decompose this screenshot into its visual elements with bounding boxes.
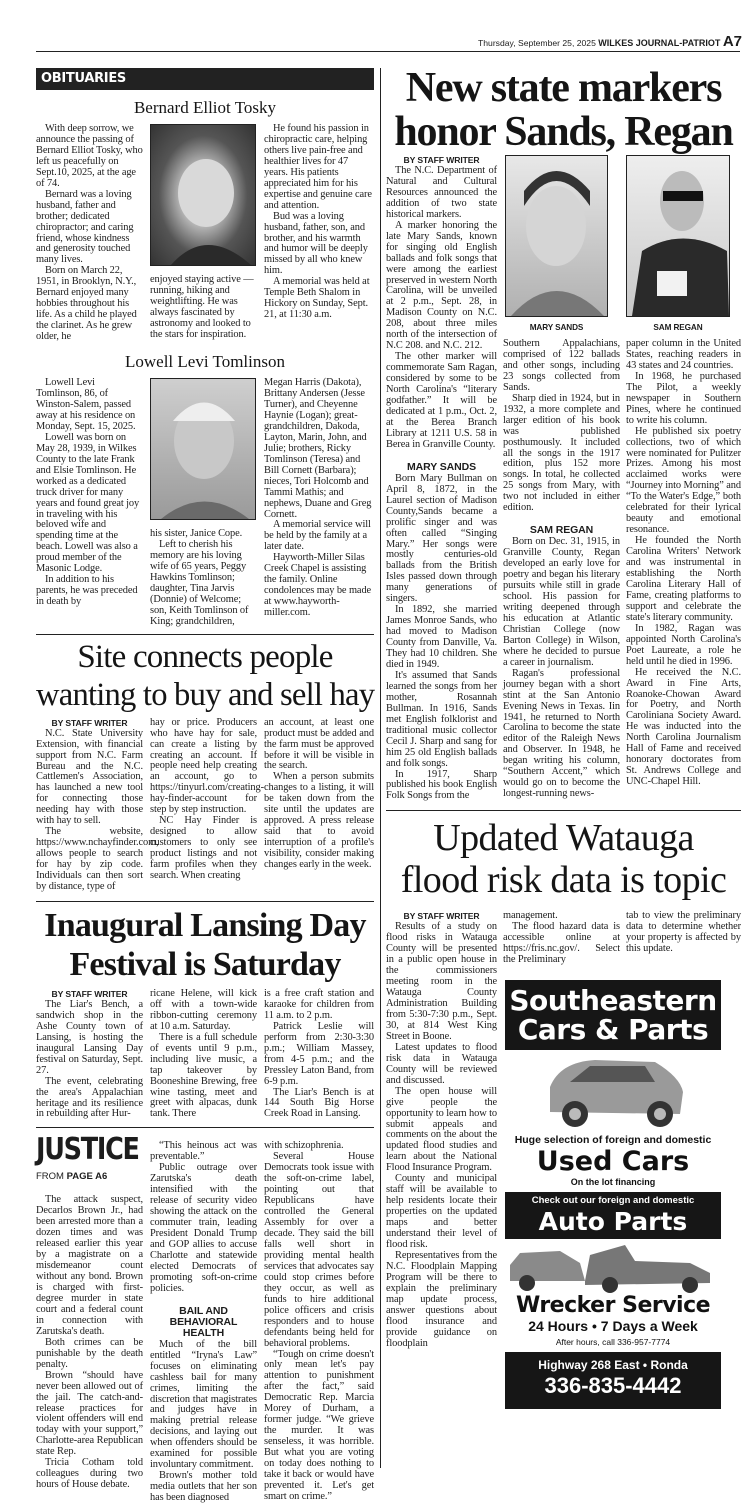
paragraph: Brown “should have never been allowed out of the jail. The catch-and-release practices for violent offenders will end today with your support,” Charlotte-area Republican state Rep. xyxy=(36,1369,143,1458)
header-rule xyxy=(36,51,740,52)
paragraph: an account, at least one product must be added and the farm must be approved before it will be visible in the search. xyxy=(264,716,374,772)
paragraph: management. xyxy=(503,910,558,922)
left-half xyxy=(36,68,374,1504)
ad-text: After hours, call 336-957-7774 xyxy=(555,1337,671,1348)
markers-col3 xyxy=(626,155,741,788)
paragraph: A memorial service will be held by the family at a later date. xyxy=(264,519,371,553)
paragraph: “Tough on crime doesn't only mean let's pay attention to punishment after the fact,” said Democratic Rep. Marcia Morey of Durham, a former judge. “We grieve the murder. It was senseless, it was horrible. But what you are voting on today does nothing to take it back or would have prevented it. Let's get smart on crime.” xyxy=(264,1348,374,1502)
headline-line xyxy=(36,638,374,676)
paragraph: Ragan's professional journey began with a short stint at the San Antonio Evening News in Texas. Iin 1941, he returned to North Carolina to become the state editor of the Raleigh News and Observer. In 1948, he began writing his column, “Southern Accent,” which would go on to become the longest-running news- xyxy=(503,667,620,800)
portrait-icon xyxy=(627,156,729,316)
paragraph: Hayworth-Miller Silas Creek Chapel is assisting the family. Online condolences may be made at www.hayworth-miller.com. xyxy=(264,552,372,619)
ad-text: Highway 268 East • Ronda xyxy=(538,1358,688,1373)
paragraph: tab to view the preliminary data to determine whether your property is affected by this update. xyxy=(626,910,741,955)
paragraph: his sister, Janice Cope. xyxy=(150,528,243,540)
ad-text: Used Cars xyxy=(536,1146,690,1178)
paragraph: The N.C. Department of Natural and Cultural Resources announced the addition of two state historical markers. xyxy=(386,165,497,220)
headline-text: honor Sands, Regan xyxy=(394,109,733,155)
obituary-photo-tomlinson xyxy=(150,378,256,520)
ad-text: Wrecker Service xyxy=(515,1293,711,1319)
obituary-tomlinson-col1 xyxy=(36,378,143,608)
photo-caption: SAM REGAN xyxy=(653,323,703,332)
markers-col2 xyxy=(503,155,620,800)
hay-col1-body xyxy=(36,727,159,893)
byline: BY STAFF WRITER xyxy=(51,988,128,999)
paragraph: Both crimes can be punishable by the death penalty. xyxy=(36,1336,143,1370)
headline-line xyxy=(386,66,741,110)
paragraph: Patrick Leslie will perform from 2:30-3:30 p.m.; William Massey, from 4-5 p.m.; and the Pressley Laton Band, from 6-9 p.m. xyxy=(264,1020,374,1087)
obituary-tosky-col1 xyxy=(36,124,143,343)
ad-parts-title xyxy=(505,1207,721,1237)
markers-col3-text xyxy=(626,339,741,788)
ad-cars-title xyxy=(505,1147,721,1177)
ad-text: Check out our foreign and domestic xyxy=(531,1195,695,1207)
lansing-body xyxy=(36,989,374,1120)
portrait-icon xyxy=(506,156,607,316)
ad-title-line xyxy=(505,984,721,1018)
hay-col2 xyxy=(150,716,264,882)
headline-text: Site connects people xyxy=(77,638,333,675)
page-number: A7 xyxy=(722,33,742,50)
paragraph: Born Mary Bullman on April 8, 1872, in the Laurel section of Madison County,Sands became a prolific singer and was often called “Singing Mary.” Her songs were mostly centuries-old ballads from the British Isles passed down through many generations of singers. xyxy=(386,472,497,605)
byline: BY STAFF WRITER xyxy=(51,717,128,728)
headline-line xyxy=(36,906,374,945)
headline-line xyxy=(386,817,741,859)
paragraph: Tricia Cotham told colleagues during two hours of House debate. xyxy=(36,1457,143,1491)
paragraph: Representatives from the N.C. Floodplain Mapping Program will be there to explain the preliminary map update process, answer questions about flood insurance and provide guidance on floodplain xyxy=(386,1249,497,1349)
byline: BY STAFF WRITER xyxy=(403,155,480,165)
justice-body xyxy=(36,1132,374,1504)
subhead: MARY SANDS xyxy=(406,460,476,473)
ad-phone-text[interactable]: 336-835-4442 xyxy=(544,1373,682,1399)
ad-wrecker-title xyxy=(505,1293,721,1318)
paragraph: NC Hay Finder is designed to allow customers to only see product listings and not farm profiles when they search. When creating xyxy=(150,815,257,881)
ad-title-text: Southeastern xyxy=(509,984,717,1018)
justice-col1 xyxy=(36,1195,143,1491)
paragraph: Born on Dec. 31, 1915, in Granville County, Regan developed an early love for poetry and began his literary pursuits while still in grade school. His passion for writing deepened through his education at Atlantic Christian College (now Barton College) in Wilson, where he decided to pursue a career in journalism. xyxy=(503,536,620,668)
obituary-name-text: Bernard Elliot Tosky xyxy=(133,98,277,117)
paragraph: The event, celebrating the area's Appalachian heritage and its resilience in rebuilding after Hur- xyxy=(36,1075,143,1120)
obituary-name-tomlinson xyxy=(36,351,374,373)
photo-sam-regan xyxy=(626,155,730,317)
paragraph: with schizophrenia. xyxy=(264,1140,344,1152)
paragraph: The flood hazard data is accessible online at https://fris.nc.gov/. Select the Preliminary xyxy=(503,921,620,966)
justice-col2 xyxy=(150,1141,257,1504)
paragraph: Much of the bill entitled “Iryna's Law” focuses on eliminating cashless bail for many crimes, limiting the discretion that magistrates and judges have in making pretrial release decisions, and laying out when offenders should be examined for possible involuntary commitment. xyxy=(150,1338,257,1471)
paragraph: Born on March 22, 1951, in Brooklyn, N.Y., Bernard enjoyed many hobbies throughout his life. As a child he played the clarinet. As he grew older, he xyxy=(36,265,137,343)
lansing-col2 xyxy=(150,989,257,1120)
paragraph: is a free craft station and karaoke for children from 11 a.m. to 2 p.m. xyxy=(264,987,374,1021)
paragraph: He found his passion in chiropractic care, helping others live pain-free and healthier lives for 47 years. His patients appreciated him for his expertise and genuine care and attention. xyxy=(264,123,372,211)
portrait-icon xyxy=(151,125,255,265)
ad-title-line xyxy=(505,1013,721,1047)
headline-line xyxy=(386,110,741,154)
paragraph: With deep sorrow, we announce the passing of Bernard Elliot Tosky, who left us peacefully on Sept.10, 2025, at the age of 74. xyxy=(36,123,143,189)
subhead: BAIL AND BEHAVIORAL HEALTH xyxy=(169,1304,238,1339)
paragraph: The open house will give people the opportunity to learn how to submit appeals and comments on the about the updated flood studies and learn about the National Flood Insurance Program. xyxy=(386,1085,498,1174)
watauga-col1-body xyxy=(386,922,497,1349)
markers-body xyxy=(386,155,741,802)
headline-line xyxy=(386,859,741,901)
paragraph: He received the N.C. Award in Fine Arts, Roanoke-Chowan Award for Poetry, and North Caroliniana Society Award. He was inducted into the North Carolina Journalism Hall of Fame and received honorary doctorates from St. Andrews College and UNC-Chapel Hill. xyxy=(626,666,741,788)
ad-used-cars-panel xyxy=(505,1050,721,1192)
paragraph: In addition to his parents, he was preceded in death by xyxy=(36,574,138,608)
ad-wrecker-hours xyxy=(505,1318,721,1335)
ad-text: Huge selection of foreign and domestic xyxy=(514,1134,712,1147)
paragraph: “This heinous act was preventable.” xyxy=(150,1140,257,1163)
tow-truck-icon xyxy=(505,1243,721,1293)
ad-phone-number[interactable] xyxy=(505,1373,721,1399)
watauga-col1 xyxy=(386,911,497,1349)
headline-text: flood risk data is topic xyxy=(400,859,727,902)
car-icon xyxy=(505,1052,721,1132)
ad-text: 24 Hours • 7 Days a Week xyxy=(528,1318,698,1335)
paragraph: The Liar's Bench is at 144 South Big Horse Creek Road in Lansing. xyxy=(264,1086,374,1120)
lansing-col1 xyxy=(36,989,143,1120)
paragraph: When a person submits changes to a listing, it will be taken down from the site until the updates are approved. A press release said that to avoid interruption of a profile's visibility, consider making changes early in the week. xyxy=(264,771,374,871)
headline-justice: JUSTICE xyxy=(36,1132,139,1168)
photo-mary-sands xyxy=(505,155,608,317)
hay-col3 xyxy=(264,718,374,871)
ad-after-hours xyxy=(505,1337,721,1348)
advertisement-southeastern-cars[interactable] xyxy=(505,980,721,1409)
paragraph: Lowell Levi Tomlinson, 86, of Winston-Salem, passed away at his residence on Monday, Sept. 15, 2025. xyxy=(36,377,136,432)
subhead: SAM REGAN xyxy=(529,524,594,537)
paragraph: Several House Democrats took issue with the soft-on-crime label, pointing out that Republicans have controlled the General Assembly for over a decade. They said the bill falls well short in providing mental health services that advocates say could stop crimes before they occur, as well as funds to hire additional police officers and crisis responders and to house defendants being held for behavioral problems. xyxy=(264,1151,374,1349)
paragraph: hay or price. Producers who have hay for sale, can create a listing by creating an account. If people need help creating an account, go to https://tinyurl.com/creating-hay-finder-account for step by step instruction. xyxy=(150,716,264,816)
paragraph: Public outrage over Zarutska's death intensified with the release of security video showing the attack on the commuter train, leading President Donald Trump and GOP allies to accuse Charlotte and statewide elected Democrats of promoting soft-on-crime policies. xyxy=(150,1162,257,1294)
column-divider xyxy=(380,68,381,1468)
headline-text: Festival is Saturday xyxy=(69,945,341,983)
paragraph: Left to cherish his memory are his loving wife of 65 years, Peggy Hawkins Tomlinson; daughter, Tina Jarvis (Donnie) of Welcome; son, Keith Tomlinson of King; grandchildren, xyxy=(150,539,249,627)
byline: BY STAFF WRITER xyxy=(403,911,480,922)
justice-col3 xyxy=(264,1141,374,1502)
headline-line xyxy=(36,676,374,714)
section-label-obituaries: OBITUARIES xyxy=(36,68,374,90)
photo-caption: MARY SANDS xyxy=(529,323,584,332)
page-header xyxy=(380,33,742,50)
paragraph: County and municipal staff will be available to help residents locate their properties on the updated maps and better understand their level of flood risk. xyxy=(386,1173,497,1251)
paragraph: Brown's mother told media outlets that her son has been diagnosed xyxy=(150,1470,257,1504)
paragraph: The Liar's Bench, a sandwich shop in the Ashe County town of Lansing, is hosting the inaugural Lansing Day festival on Saturday, Sept. 27. xyxy=(36,998,143,1076)
obituary-photo-tosky xyxy=(150,124,256,266)
jump-prefix: FROM xyxy=(36,1171,64,1183)
paragraph: Bernard was a loving husband, father and brother; dedicated chiropractor; and caring friend, whose kindness and generosity touched many lives. xyxy=(36,188,134,266)
markers-col1-body xyxy=(386,166,497,802)
ad-text: On the lot financing xyxy=(570,1177,656,1188)
paragraph: enjoyed staying active — running, hiking and weightlifting. He was always fascinated by astronomy and looked to the stars for inspiration. xyxy=(150,274,254,340)
paragraph: Southern Appalachians, comprised of 122 ballads and other songs, including 23 songs collected from Sands. xyxy=(503,338,620,393)
paragraph: Lowell was born on May 28, 1939, in Wilkes County to the late Frank and Elsie Tomlinson. He worked as a dedicated truck driver for many years and found great joy in traveling with his beloved wife and spending time at the beach. Lowell was also a proud member of the Masonic Lodge. xyxy=(36,431,140,575)
paragraph: It's assumed that Sands learned the songs from her mother, Rosannah Bullman. In 1916, Sands met English folklorist and traditional music collector Cecil J. Sharp and sang for him 25 old English ballads and folk songs. xyxy=(386,669,497,769)
paragraph: The other marker will commemorate Sam Ragan, considered by some to be North Carolina's “literary godfather.” It will be dedicated at 1 p.m., Oct. 2, at the Berea Branch Library at 1211 U.S. 58 in Berea in Granville County. xyxy=(386,351,497,450)
headline-lansing xyxy=(36,906,374,984)
right-half xyxy=(386,66,741,1409)
hay-col1 xyxy=(36,717,159,893)
watauga-body xyxy=(386,911,741,1409)
headline-watauga xyxy=(386,817,741,901)
headline-hay xyxy=(36,638,374,714)
paragraph: A marker honoring the late Mary Sands, known for singing old English ballads and folk songs that were among the earliest preserved in western North Carolina, will be unveiled at 2 p.m., Sept. 28, in Madison County on N.C. 208, about three miles north of the intersection of N.C 208. and N.C. 212. xyxy=(386,219,497,352)
paragraph: Bud was a loving husband, father, son, and brother, and his warmth and humor will be deeply missed by all who knew him. xyxy=(264,210,368,277)
section-divider xyxy=(36,634,374,635)
headline-line xyxy=(36,945,374,984)
portrait-icon xyxy=(151,379,255,519)
ad-parts-intro xyxy=(505,1195,721,1207)
hay-body xyxy=(36,718,374,893)
headline-markers xyxy=(386,66,741,154)
jump-page-link[interactable]: PAGE A6 xyxy=(66,1171,108,1183)
paragraph: In 1892, she married James Monroe Sands, who had moved to Madison County from Danville, Va. They had 10 children. She died in 1949. xyxy=(386,604,497,670)
section-divider xyxy=(386,810,741,811)
ad-location xyxy=(505,1358,721,1373)
ad-cars-sub xyxy=(505,1177,721,1188)
section-divider xyxy=(36,1127,374,1128)
obituary-tomlinson-col2 xyxy=(150,378,257,628)
headline-text: New state markers xyxy=(405,65,722,111)
ad-title-text: Cars & Parts xyxy=(517,1013,709,1047)
obituary-tosky-body xyxy=(36,124,374,343)
paragraph: Megan Harris (Dakota), Brittany Andersen (Jesse Turner), and Cheyenne Haynie (Logan); great-grandchildren, Dakoda, Layton, Marin, John, and Julie; brothers, Ricky Tomlinson (Teresa) and Bill Cornett (Barbara); nieces, Tori Holcomb and Tammi Mathis; and nephews, Duane and Greg Cornett. xyxy=(264,377,372,520)
ad-wrecker-panel xyxy=(505,1239,721,1352)
justice-col1-wrap xyxy=(36,1132,143,1491)
headline-text: Updated Watauga xyxy=(433,817,694,860)
obituary-tosky-col2 xyxy=(150,124,257,341)
lansing-col1-body xyxy=(36,1000,143,1120)
headline-text: wanting to buy and sell hay xyxy=(35,676,375,713)
paragraph: ricane Helene, will kick off with a town-wide ribbon-cutting ceremony at 10 a.m. Saturday. xyxy=(150,987,257,1032)
obituary-name-tosky xyxy=(36,97,374,119)
markers-col1 xyxy=(386,155,497,802)
paragraph: In 1917, Sharp published his book English Folk Songs from the xyxy=(386,768,497,802)
paragraph: N.C. State University Extension, with financial support from N.C. Farm Bureau and the N.C. Cattlemen's Association, has launched a new tool for connecting those needing hay with those with hay to sell. xyxy=(36,727,143,827)
paragraph: There is a full schedule of events until 9 p.m., including live music, a tap takeover by Booneshine Brewing, free wine tasting, meet and greet with alpacas, dunk tank. There xyxy=(150,1031,257,1120)
paragraph: A memorial was held at Temple Beth Shalom in Hickory on Sunday, Sept. 21, at 11:30 a.m. xyxy=(264,276,370,321)
paragraph: In 1982, Ragan was appointed North Carolina's Poet Laureate, a role he held until he died in 1996. xyxy=(626,622,741,667)
obituary-tosky-col3 xyxy=(264,124,374,321)
watauga-col2 xyxy=(503,911,620,966)
lansing-col3 xyxy=(264,989,374,1120)
obituary-tomlinson-col3 xyxy=(264,378,374,619)
paragraph: The website, https://www.nchayfinder.com, allows people to search for hay by zip code. Individuals can then sort by distance, type of xyxy=(36,826,159,892)
obituary-tomlinson-body xyxy=(36,378,374,628)
markers-col2-text xyxy=(503,339,620,800)
obituary-tomlinson-col2-text xyxy=(150,529,257,628)
paragraph: Sharp died in 1924, but in 1932, a more complete and larger edition of his book was published posthumously. It included all the songs in the 1917 edition, plus 152 more songs. In total, he collected 25 songs from Mary, with two not included in either edition. xyxy=(503,392,620,514)
paragraph: The attack suspect, Decarlos Brown Jr., had been arrested more than a dozen times and was released earlier this year by a magistrate on a misdemeanor count without any bond. Brown is charged with first-degree murder in state court and a federal count in connection with Zarutska's death. xyxy=(36,1194,143,1337)
headline-text: Inaugural Lansing Day xyxy=(44,906,366,944)
section-divider xyxy=(36,901,374,902)
watauga-col3 xyxy=(626,911,741,955)
ad-text: Auto Parts xyxy=(538,1207,688,1237)
paragraph: Results of a study on flood risks in Watauga County will be presented in a public open house in the commissioners meeting room in the Watauga County Administration Building from 5:30-7:30 p.m., Sept. 30, at 814 West King Street in Boone. xyxy=(386,921,497,1042)
ad-title xyxy=(505,984,721,1047)
jump-line xyxy=(36,1171,143,1183)
paragraph: He founded the North Carolina Writers' Network and was instrumental in establishing the North Carolina Literary Hall of Fame, creating platforms to support and celebrate the state's literary community. xyxy=(626,535,741,623)
obituary-name-text: Lowell Levi Tomlinson xyxy=(125,352,285,372)
paper-name: WILKES JOURNAL-PATRIOT xyxy=(598,38,721,48)
paragraph: paper column in the United States, reaching readers in 43 states and 24 countries. xyxy=(626,338,741,371)
obituary-tosky-col2-text xyxy=(150,275,257,341)
paragraph: In 1968, he purchased The Pilot, a weekly newspaper in Southern Pines, where he continued to write his column. xyxy=(626,370,741,426)
paragraph: Latest updates to flood risk data in Watauga County will be reviewed and discussed. xyxy=(386,1041,497,1086)
paragraph: He published six poetry collections, two of which were nominated for Pulitzer Prizes. Among his most acclaimed works were “Journey into Morning” and “To the Water's Edge,” both celebrated for their lyrical beauty and emotional resonance. xyxy=(626,425,741,536)
issue-date: Thursday, September 25, 2025 xyxy=(478,38,596,48)
